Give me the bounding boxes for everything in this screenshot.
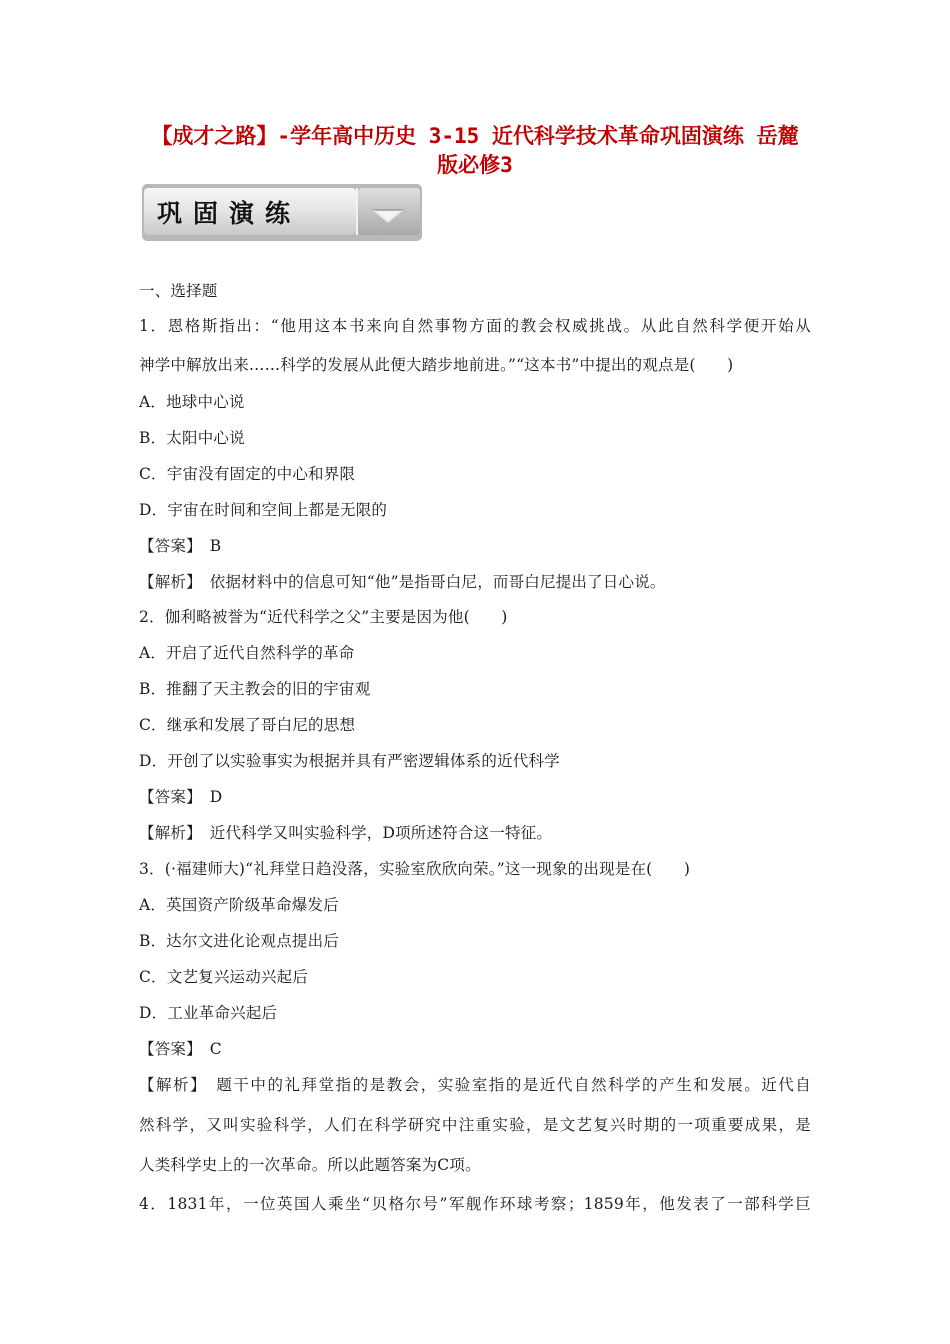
answer-option: B．达尔文进化论观点提出后 xyxy=(139,932,339,950)
answer-line: 【答案】 B xyxy=(139,537,222,555)
answer-option: A．英国资产阶级革命爆发后 xyxy=(139,896,339,914)
answer-option: B．太阳中心说 xyxy=(139,429,245,447)
answer-option: C．文艺复兴运动兴起后 xyxy=(139,968,309,986)
answer-option: D．宇宙在时间和空间上都是无限的 xyxy=(139,501,388,519)
analysis-line: 然科学，又叫实验科学，人们在科学研究中注重实验，是文艺复兴时期的一项重要成果，是 xyxy=(139,1116,811,1134)
question-stem: 2．伽利略被誉为“近代科学之父”主要是因为他( ) xyxy=(139,608,508,626)
answer-option: D．开创了以实验事实为根据并具有严密逻辑体系的近代科学 xyxy=(139,752,560,770)
analysis-line: 人类科学史上的一次革命。所以此题答案为C项。 xyxy=(139,1156,481,1174)
title-line-2: 版必修3 xyxy=(437,153,513,177)
analysis-line: 【解析】 依据材料中的信息可知“他”是指哥白尼，而哥白尼提出了日心说。 xyxy=(139,573,666,591)
title-line-1: 【成才之路】-学年高中历史 3-15 近代科学技术革命巩固演练 岳麓 xyxy=(151,124,799,148)
question-stem: 神学中解放出来……科学的发展从此便大踏步地前进。”“这本书”中提出的观点是( ) xyxy=(139,356,734,374)
answer-option: C．继承和发展了哥白尼的思想 xyxy=(139,716,356,734)
document-title xyxy=(120,122,830,180)
answer-option: D．工业革命兴起后 xyxy=(139,1004,278,1022)
question-stem: 4．1831年，一位英国人乘坐“贝格尔号”军舰作环球考察；1859年，他发表了一部科学巨 xyxy=(139,1195,811,1213)
analysis-line: 【解析】 近代科学又叫实验科学，D项所述符合这一特征。 xyxy=(139,824,553,842)
answer-line: 【答案】 D xyxy=(139,788,223,806)
question-stem: 3．(·福建师大)“礼拜堂日趋没落，实验室欣欣向荣。”这一现象的出现是在( ) xyxy=(139,860,691,878)
answer-option: A．地球中心说 xyxy=(139,393,245,411)
answer-option: B．推翻了天主教会的旧的宇宙观 xyxy=(139,680,371,698)
answer-option: A．开启了近代自然科学的革命 xyxy=(139,644,355,662)
answer-line: 【答案】 C xyxy=(139,1040,222,1058)
section-heading: 一、选择题 xyxy=(139,282,218,300)
question-stem: 1．恩格斯指出：“他用这本书来向自然事物方面的教会权威挑战。从此自然科学便开始从 xyxy=(139,317,811,335)
consolidation-banner xyxy=(141,182,425,244)
answer-option: C．宇宙没有固定的中心和界限 xyxy=(139,465,356,483)
analysis-line: 【解析】 题干中的礼拜堂指的是教会，实验室指的是近代自然科学的产生和发展。近代自 xyxy=(139,1076,811,1094)
banner-label: 巩固演练 xyxy=(157,199,302,228)
